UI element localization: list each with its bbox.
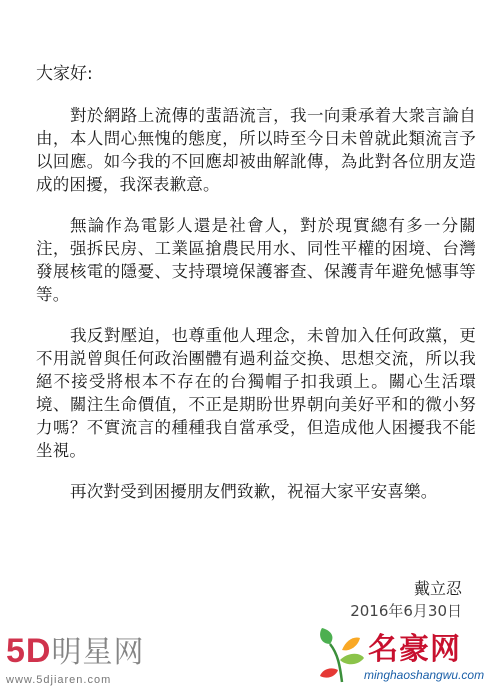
- paragraph-4: 再次對受到困擾朋友們致歉，祝福大家平安喜樂。: [70, 482, 438, 501]
- signature-block: [350, 578, 462, 622]
- watermark-5d-brand: [6, 632, 166, 672]
- watermark-minghao-brand: 名豪网: [368, 632, 461, 667]
- watermark-5d-url: www.5djiaren.com: [6, 674, 112, 686]
- signature-date: 2016年6月30日: [350, 602, 462, 620]
- letter-body: [36, 62, 476, 521]
- watermark-minghao-url: minghaoshangwu.com: [364, 668, 485, 682]
- paragraph-3: 我反對壓迫，也尊重他人理念，未曾加入任何政黨，更不用説曾與任何政治團體有過利益交换、思想交流，所以我絕不接受將根本不存在的台獨帽子扣我頭上。關心生活環境、關注生命價值，不正是期盼世界朝向美好平和的微小努力嗎？不實流言的種種我自當承受，但造成他人困擾我不能坐視。: [36, 326, 476, 460]
- paragraph-2: 無論作為電影人還是社會人，對於現實總有多一分關注，强拆民房、工業區搶農民用水、同性平權的困境、台灣發展核電的隱憂、支持環境保護審查、保護青年避免憾事等等。: [36, 216, 476, 304]
- signature-name: 戴立忍: [413, 579, 462, 598]
- watermark-5d-logo: [6, 632, 166, 686]
- paragraph-1: 對於網路上流傳的蜚語流言，我一向秉承着大衆言論自由，本人問心無愧的態度，所以時至今日未曾就此類流言予以回應。如今我的不回應却被曲解訛傳，為此對各位朋友造成的困擾，我深表歉意。: [36, 106, 476, 194]
- leaf-logo-icon: [316, 626, 368, 684]
- watermark-5d-cn: 明星网: [51, 635, 145, 670]
- greeting: 大家好:: [36, 64, 93, 84]
- watermark-5d-latin: 5D: [6, 632, 52, 670]
- watermark-minghao-logo: [316, 622, 496, 688]
